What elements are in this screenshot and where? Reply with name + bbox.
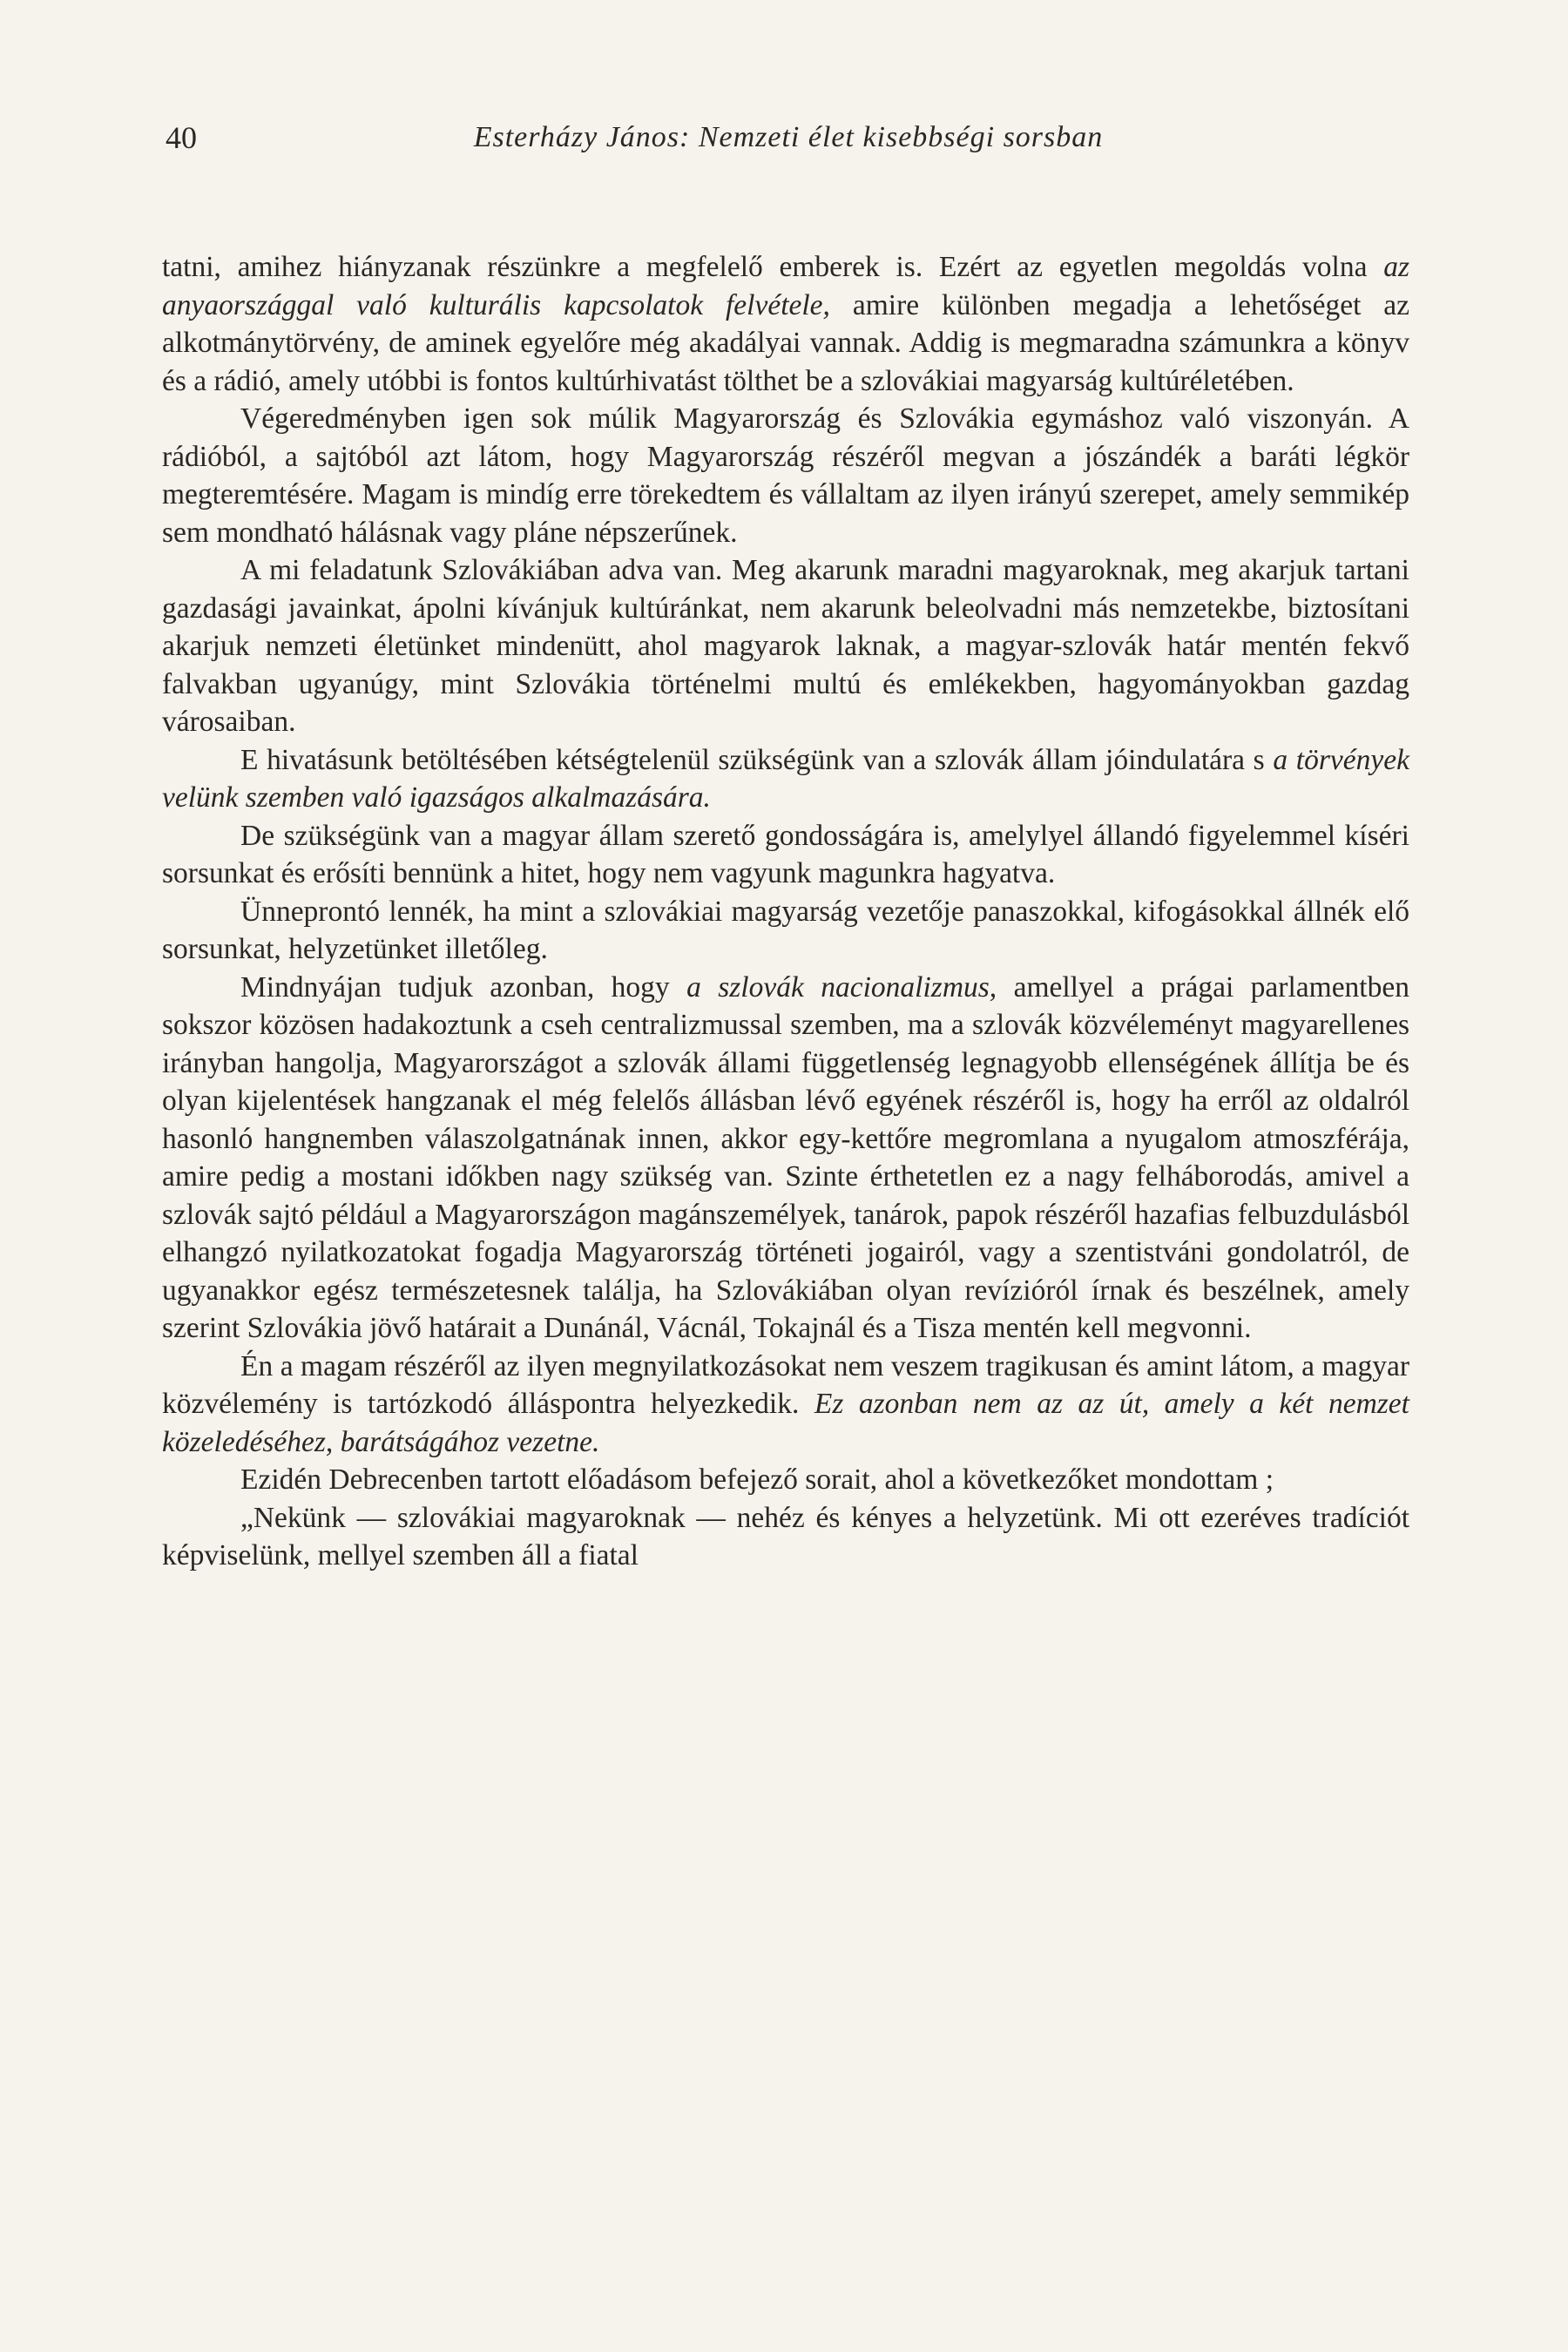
text-segment: A mi feladatunk Szlovákiában adva van. Meg akarunk maradni magyaroknak, meg akarjuk tartani gazdasági javainkat, ápolni kívánjuk kultúránkat, nem akarunk beleolvadni más nemzetekbe, biztosítani akarjuk nemzeti életünket mindenütt, ahol magyarok laknak, a magyar-szlovák határ mentén fekvő falvakban ugyanúgy, mint Szlovákia történelmi multú és emlékekben, hagyományokban gazdag városaiban. bbox=[162, 554, 1409, 738]
italic-text: az anyaországgal való kulturális kapcsolatok felvétele, bbox=[162, 251, 1409, 321]
paragraph bbox=[162, 248, 1409, 400]
paragraph bbox=[162, 551, 1409, 741]
page-number: 40 bbox=[166, 120, 197, 155]
text-segment: amire különben megadja a lehetőséget az alkotmánytörvény, de aminek egyelőre még akadályai vannak. Addig is megmaradna számunkra a könyv és a rádió, amely utóbbi is fontos kultúrhivatást tölthet be a szlovákiai magyarság kultúréletében. bbox=[162, 288, 1410, 397]
text-segment: tatni, amihez hiányzanak részünkre a megfelelő emberek is. Ezért az egyetlen megoldás volna bbox=[162, 251, 1384, 283]
text-segment: amellyel a prágai parlamentben sokszor közösen hadakoztunk a cseh centralizmussal szemben, ma a szlovák közvéleményt magyarellenes irányban hangolja, Magyarországot a szlovák állami függetlenség legnagyobb ellenségének állítja be és olyan kijelentések hangzanak el még felelős állásban lévő egyének részéről is, hogy ha erről az oldalról hasonló hangnemben válaszolgatnának innen, akkor egy-kettőre megromlana a nyugalom atmoszférája, amire pedig a mostani időkben nagy szükség van. Szinte érthetetlen ez a nagy felháborodás, amivel a szlovák sajtó például a Magyarországon magánszemélyek, tanárok, papok részéről hazafias felbuzdulásból elhangzó nyilatkozatokat fogadja Magyarország történeti jogairól, vagy a szentistváni gondolatról, de ugyanakkor egész természetesnek találja, ha Szlovákiában olyan revízióról írnak és beszélnek, amely szerint Szlovákia jövő határait a Dunánál, Vácnál, Tokajnál és a Tisza mentén kell megvonni. bbox=[162, 970, 1409, 1344]
text-segment: Ezidén Debrecenben tartott előadásom befejező sorait, ahol a következőket mondottam ; bbox=[240, 1463, 1274, 1496]
paragraph bbox=[162, 400, 1409, 551]
text-segment: Végeredményben igen sok múlik Magyarország és Szlovákia egymáshoz való viszonyán. A rádióból, a sajtóból azt látom, hogy Magyarország részéről megvan a jószándék a baráti légkör megteremtésére. Magam is mindíg erre törekedtem és vállaltam az ilyen irányú szerepet, amely semmikép sem mondható hálásnak vagy pláne népszerűnek. bbox=[162, 402, 1409, 549]
paragraph bbox=[162, 969, 1409, 1348]
text-segment: De szükségünk van a magyar állam szerető gondosságára is, amelylyel állandó figyelemmel kíséri sorsunkat és erősíti bennünk a hitet, hogy nem vagyunk magunkra hagyatva. bbox=[162, 819, 1409, 889]
text-segment: Én a magam részéről az ilyen megnyilatkozásokat nem veszem tragikusan és amint látom, a magyar közvélemény is tartózkodó álláspontra helyezkedik. bbox=[162, 1349, 1409, 1420]
page-header bbox=[166, 118, 1411, 162]
italic-text: a szlovák nacionalizmus, bbox=[686, 970, 997, 1004]
paragraph bbox=[162, 817, 1409, 893]
italic-text: a törvények velünk szemben való igazságos alkalmazására. bbox=[162, 743, 1409, 814]
running-title: Esterházy János: Nemzeti élet kisebbségi sorsban bbox=[473, 121, 1104, 153]
text-segment: Mindnyájan tudjuk azonban, hogy bbox=[240, 970, 687, 1004]
paragraph bbox=[162, 893, 1409, 969]
paragraph bbox=[162, 1461, 1409, 1499]
paragraph bbox=[162, 741, 1409, 817]
paragraph bbox=[162, 1348, 1409, 1462]
paragraph bbox=[162, 1499, 1409, 1575]
text-segment: Ünneprontó lennék, ha mint a szlovákiai magyarság vezetője panaszokkal, kifogásokkal állnék elő sorsunkat, helyzetünket illetőleg. bbox=[162, 895, 1409, 965]
text-segment: E hivatásunk betöltésében kétségtelenül szükségünk van a szlovák állam jóindulatára s bbox=[240, 743, 1274, 776]
text-segment: „Nekünk — szlovákiai magyaroknak — nehéz és kényes a helyzetünk. Mi ott ezeréves tradíciót képviselünk, mellyel szemben áll a fiatal bbox=[162, 1501, 1409, 1571]
italic-text: Ez azonban nem az az út, amely a két nemzet közeledéséhez, barátságához vezetne. bbox=[162, 1388, 1409, 1458]
body-text bbox=[162, 248, 1409, 1575]
